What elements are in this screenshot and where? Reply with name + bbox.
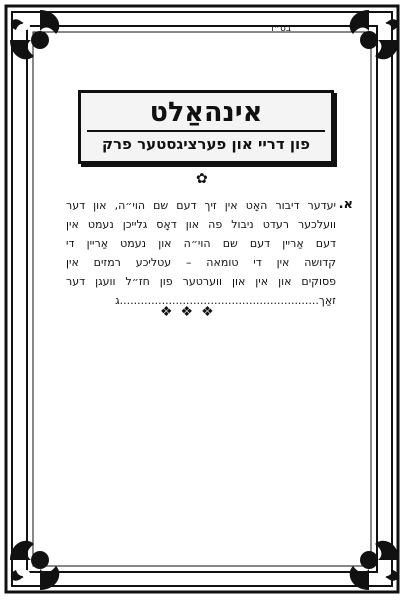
page-title: אינהאַלט [149,97,263,128]
entry-letter: א. [338,197,353,212]
separator-ornament: ❖❖❖ [160,304,222,320]
corner-ornament-bottom-right [337,528,407,598]
entry-line: יעדער דיבור האָט אין זיך דעם שם הוי״ה, און דער [66,199,336,212]
header-mark: בס״ד [269,24,291,34]
corner-ornament-top-left [2,2,72,72]
flower-icon: ✿ [196,171,208,187]
title-divider [87,130,325,132]
entry-line: וועלכער רעדט ניבול פה און דאָס גלייכן נעמט אין [66,218,336,231]
entry-text [66,196,336,310]
corner-ornament-bottom-left [2,528,72,598]
page-subtitle: פון דריי און פערציגסטער פרק [101,135,311,153]
entry-line: זאַך.........................................................ג [115,294,336,307]
entry-line: דעם אַריין דעם שם הוי״ה און נעמט אַריין די [66,237,336,250]
entry-line: פסוקים און אין און ווערטער פון חז״ל וועגן דער [66,275,336,288]
corner-ornament-top-right [337,2,407,72]
entry-line: קדושה אין די טומאה – עטליכע רמזים אין [66,256,336,269]
title-box [78,90,334,164]
